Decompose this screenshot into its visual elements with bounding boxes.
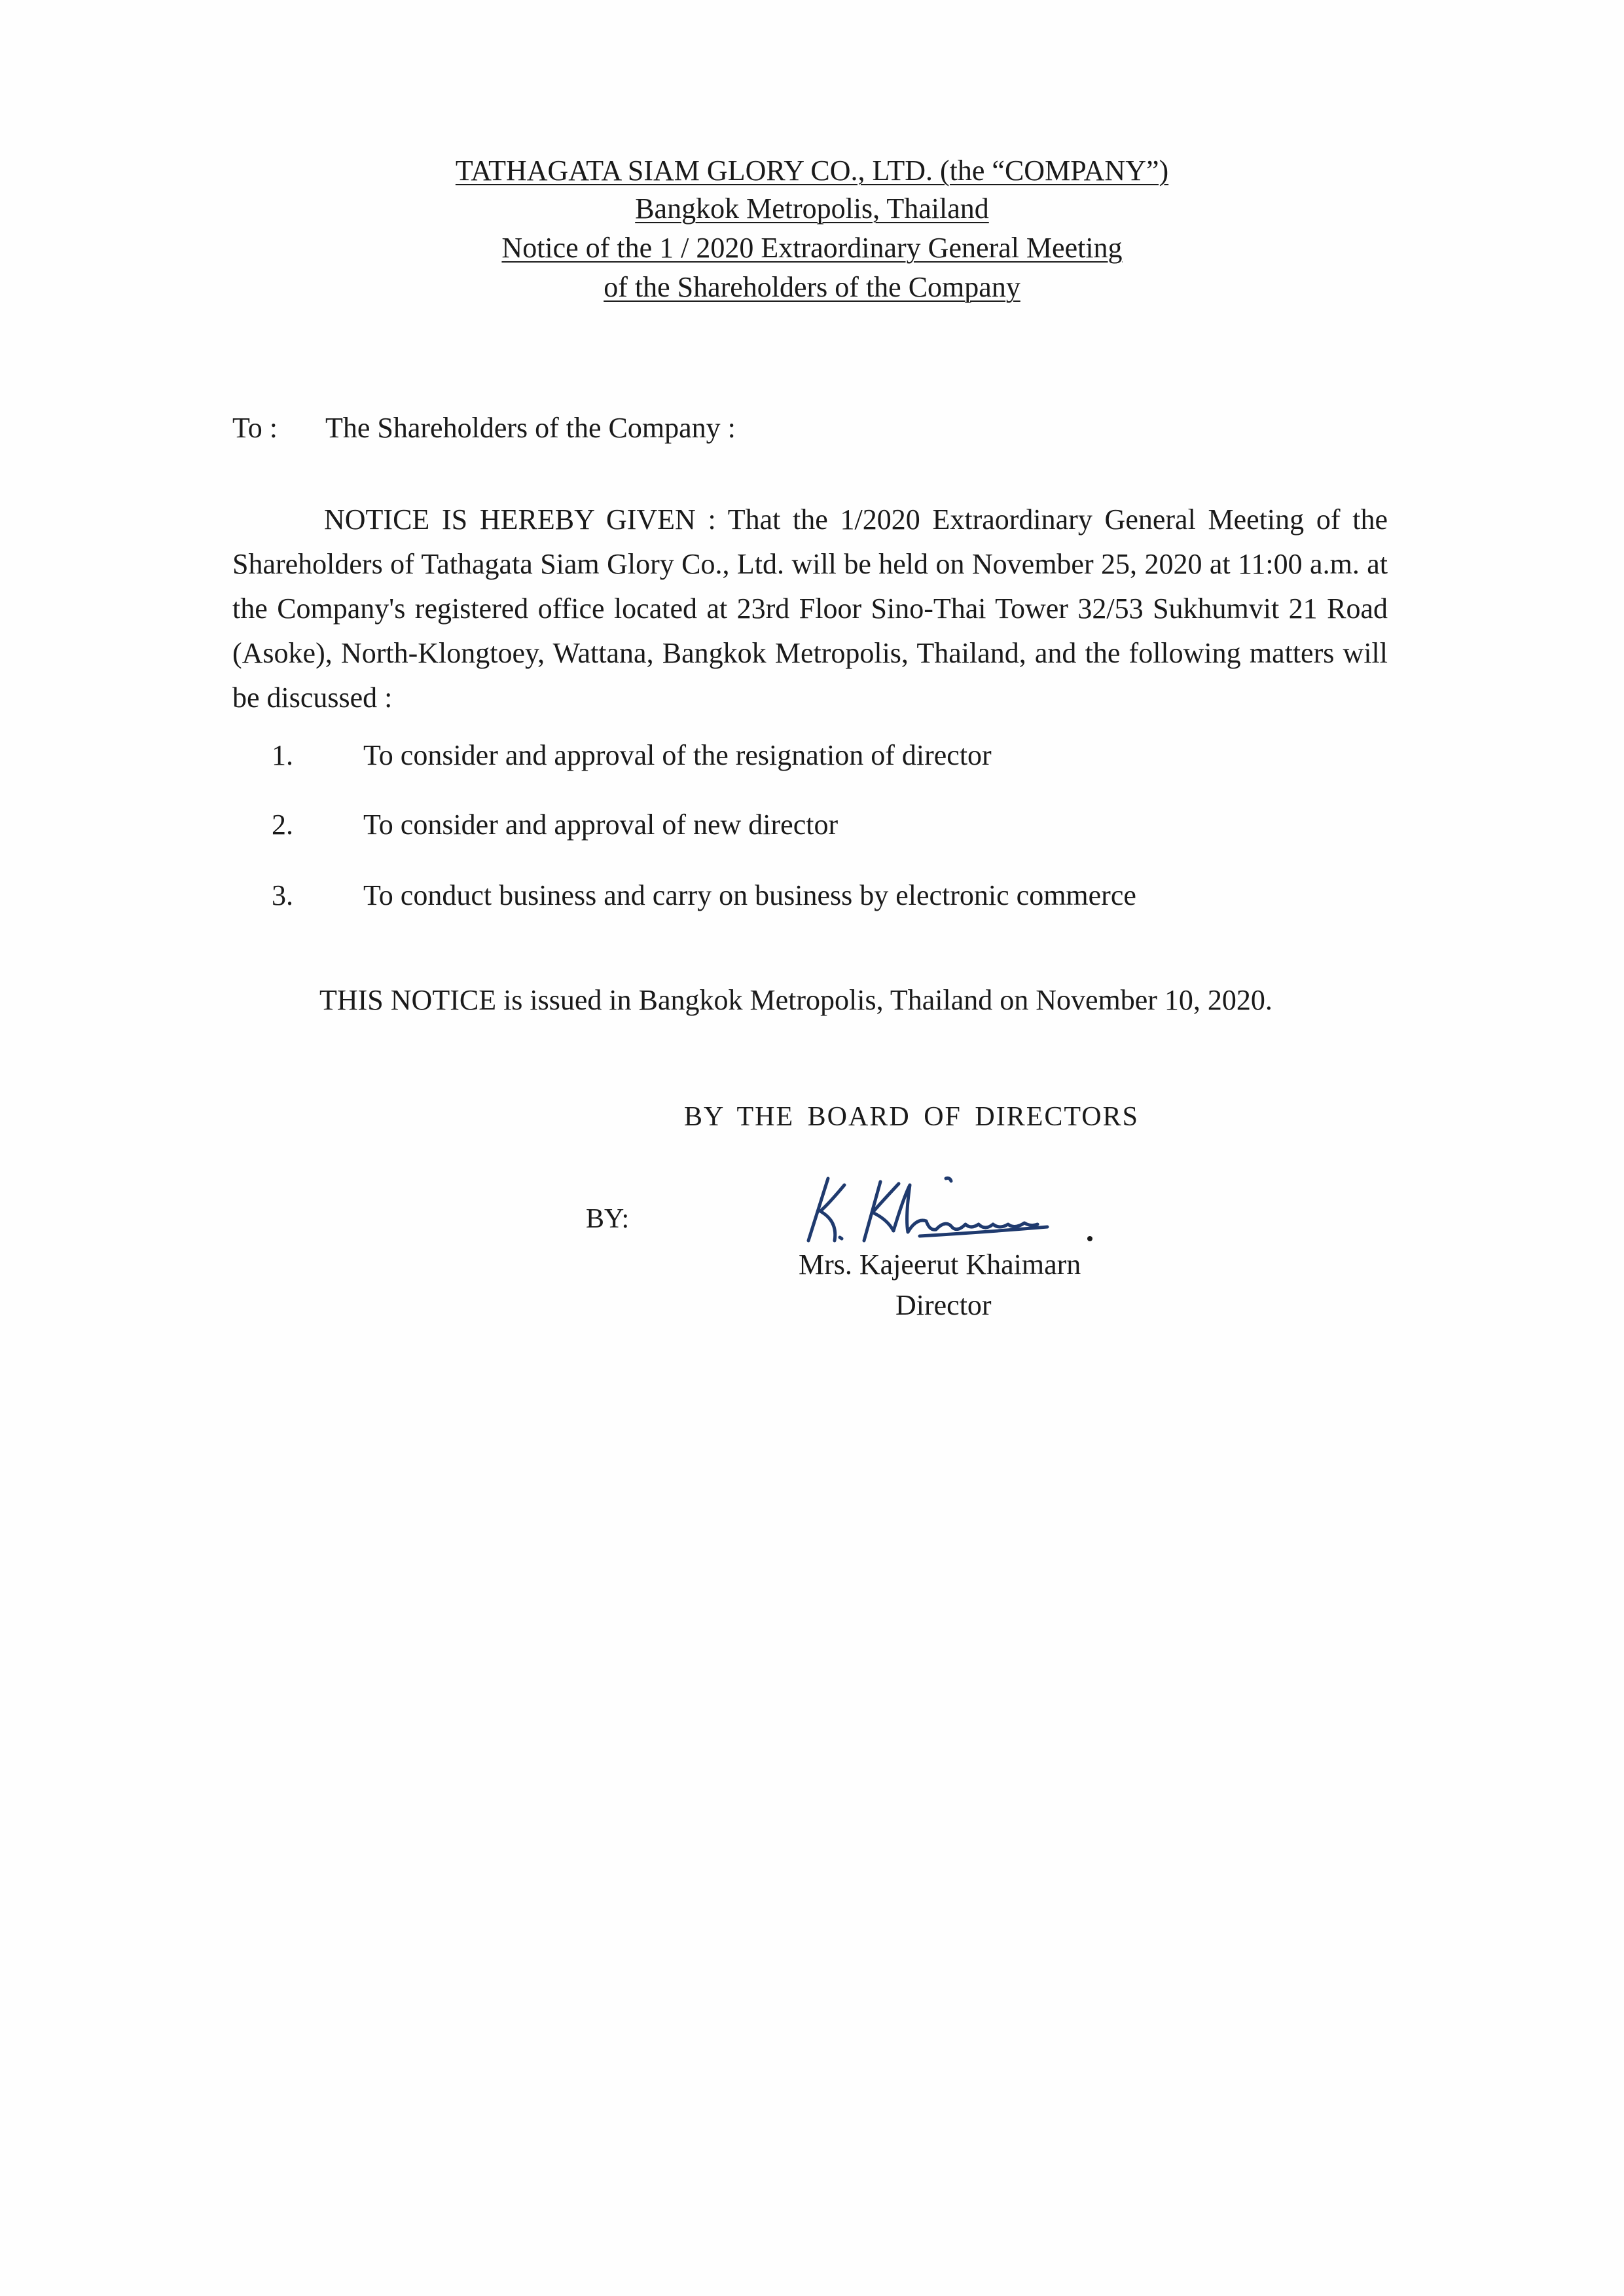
header-notice-line: Notice of the 1 / 2020 Extraordinary General Meeting	[501, 232, 1123, 264]
signer-title: Director	[895, 1289, 992, 1321]
agenda-text: To consider and approval of the resignation of director	[363, 739, 992, 771]
agenda-text: To conduct business and carry on business by electronic commerce	[363, 879, 1136, 911]
agenda-number: 1.	[272, 739, 293, 771]
by-label: BY:	[586, 1204, 630, 1234]
agenda-text: To consider and approval of new director	[363, 809, 839, 841]
notice-paragraph	[232, 498, 1388, 720]
agenda-number: 3.	[272, 879, 293, 911]
issued-statement: THIS NOTICE is issued in Bangkok Metropolis, Thailand on November 10, 2020.	[319, 984, 1272, 1016]
header-company-line: TATHAGATA SIAM GLORY CO., LTD. (the “COMPANY”)	[455, 155, 1169, 187]
addressee-value: The Shareholders of the Company :	[325, 412, 736, 444]
notice-paragraph-text: NOTICE IS HEREBY GIVEN : That the 1/2020 Extraordinary General Meeting of the Shareholders of Tathagata Siam Glory Co., Ltd. will be held on November 25, 2020 at 11:00 a.m. at the Company's registered office located at 23rd Floor Sino-Thai Tower 32/53 Sukhumvit 21 Road (Asoke), North-Klongtoey, Wattana, Bangkok Metropolis, Thailand, and the following matters will be discussed :	[232, 503, 1388, 714]
signer-name: Mrs. Kajeerut Khaimarn	[799, 1248, 1081, 1281]
board-heading: BY THE BOARD OF DIRECTORS	[684, 1102, 1139, 1132]
header-shareholders-line: of the Shareholders of the Company	[604, 271, 1020, 303]
header-location-line: Bangkok Metropolis, Thailand	[635, 192, 989, 225]
agenda-number: 2.	[272, 809, 293, 841]
addressee-label: To :	[232, 412, 278, 444]
handwritten-signature	[789, 1159, 1103, 1250]
